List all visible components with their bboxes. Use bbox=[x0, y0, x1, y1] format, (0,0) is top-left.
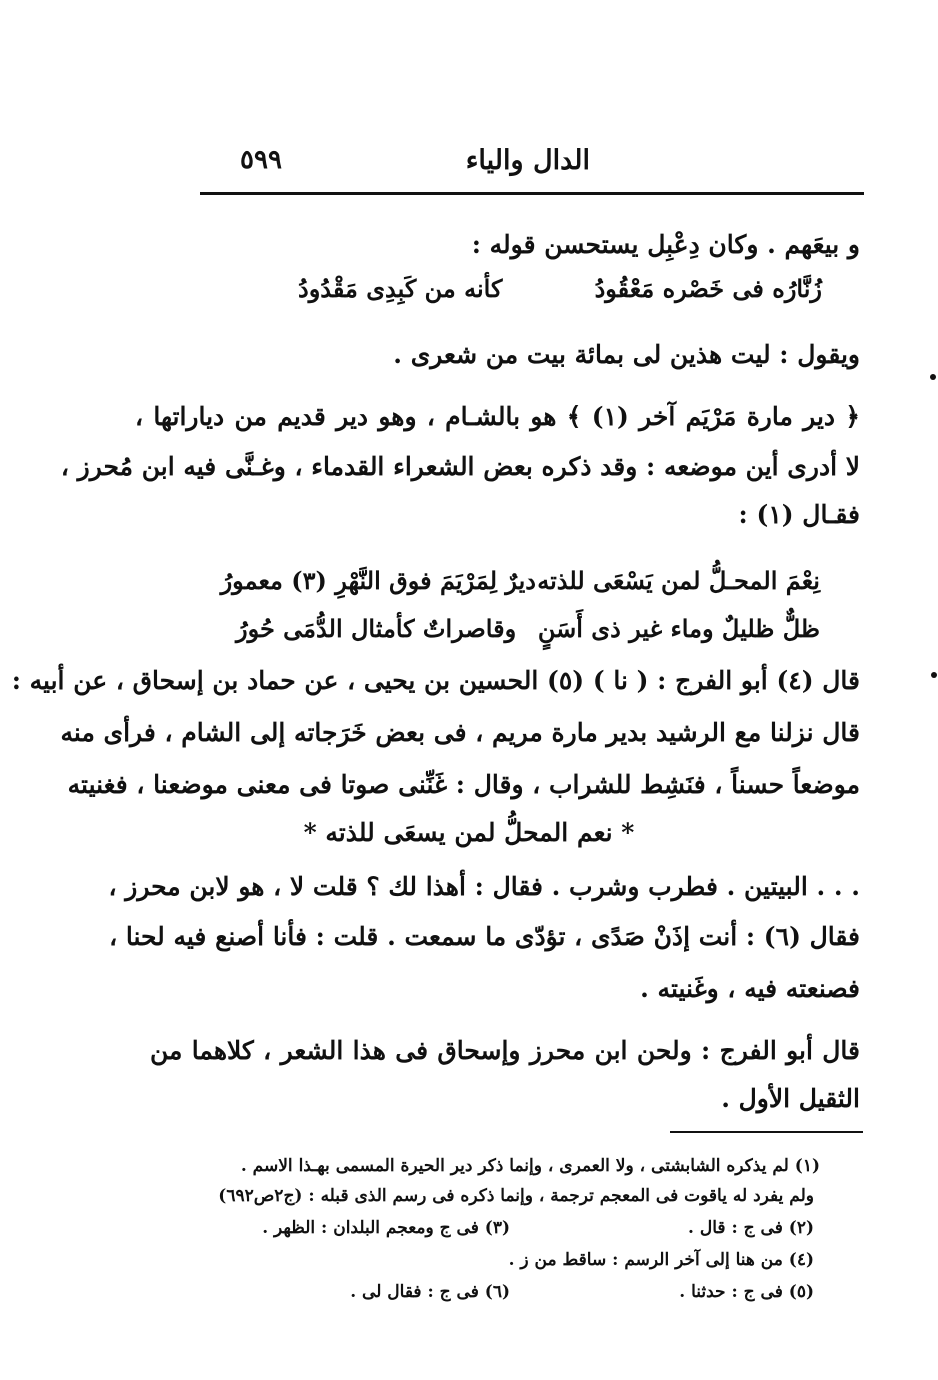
footnote-2: (٢) فى ج : قال . bbox=[688, 1218, 814, 1238]
body-line-4: لا أدرى أين موضعه : وقد ذكره بعض الشعراء القدماء ، وغـنَّى فيه ابن مُحرز ، bbox=[60, 452, 860, 481]
page-number: ٥٩٩ bbox=[240, 145, 282, 175]
body-line-13: قال أبو الفرج : ولحن ابن محرز وإسحاق فى هذا الشعر ، كلاهما من bbox=[150, 1036, 860, 1065]
verse-2-line-2-right: ظلٌّ ظليلٌ وماء غير ذى أَسَنٍ bbox=[537, 614, 820, 643]
footnote-6: (٦) فى ج : فقال لى . bbox=[350, 1282, 510, 1302]
scan-speck bbox=[931, 672, 937, 678]
body-line-6: قال (٤) أبو الفرج : ( نا ) (٥) الحسين بن يحيى ، عن حماد بن إسحاق ، عن أبيه : bbox=[11, 666, 860, 695]
verse-1-right-hemistich: زُنَّارُه فى خَصْره مَعْقُودُ bbox=[594, 274, 822, 303]
footnote-4: (٤) من هنا إلى آخر الرسم : ساقط من ز . bbox=[508, 1250, 814, 1270]
verse-2-line-2-left: وقاصراتٌ كأمثال الدُّمَى حُورُ bbox=[236, 614, 517, 643]
footnote-3: (٣) فى ج ومعجم البلدان : الظهر . bbox=[262, 1218, 510, 1238]
body-line-10: . . . البيتين . فطرب وشرب . فقال : أهذا لك ؟ قلت لا ، هو لابن محرز ، bbox=[108, 872, 860, 901]
verse-1-left-hemistich: كأنه من كَبِدِى مَقْدُودُ bbox=[298, 274, 503, 303]
body-line-7: قال نزلنا مع الرشيد بدير مارة مريم ، فى بعض خَرَجاته إلى الشام ، فرأى منه bbox=[60, 718, 860, 747]
verse-2-line-1-right: نِعْمَ المحـلُّ لمن يَسْعَى للذته bbox=[537, 566, 820, 595]
verse-2-line-1-left: ديرٌ لِمَرْيَمَ فوق النَّهْرِ (٣) معمورُ bbox=[220, 566, 536, 595]
footnote-1-line-1: (١) لم يذكره الشابشتى ، ولا العمرى ، وإنما ذكر دير الحيرة المسمى بهـذا الاسم . bbox=[240, 1156, 820, 1176]
body-line-5: فقـال (١) : bbox=[738, 500, 860, 529]
body-line-14: الثقيل الأول . bbox=[721, 1084, 860, 1113]
body-line-1: و بيعَهم . وكان دِعْبِل يستحسن قوله : bbox=[471, 230, 860, 259]
body-line-9: * نعم المحلُّ لمن يسعَى للذته * bbox=[303, 818, 635, 847]
header-rule bbox=[200, 192, 864, 195]
footnote-rule bbox=[670, 1131, 863, 1133]
body-line-11: فقال (٦) : أنت إذَنْ صَدًى ، تؤدّى ما سمعت . قلت : فأنا أصنع فيه لحنا ، bbox=[109, 922, 860, 951]
body-line-8: موضعاً حسناً ، فنَشِط للشراب ، وقال : غَنِّنى صوتا فى معنى موضعنا ، فغنيته bbox=[67, 770, 860, 799]
body-line-12: فصنعته فيه ، وغَنيته . bbox=[640, 974, 860, 1003]
scan-speck bbox=[930, 374, 936, 380]
running-header-title: الدال والياء bbox=[465, 145, 590, 176]
body-line-3: ﴿ دير مارة مَرْيَم آخر (١) ﴾ هو بالشـام ، وهو دير قديم من دياراتها ، bbox=[135, 402, 860, 431]
body-line-2: ويقول : ليت هذين لى بمائة بيت من شعرى . bbox=[393, 340, 860, 369]
footnote-5: (٥) فى ج : حدثنا . bbox=[679, 1282, 814, 1302]
footnote-1-line-2: ولم يفرد له ياقوت فى المعجم ترجمة ، وإنما ذكره فى رسم الذى قبله : (ج٢ص٦٩٢) bbox=[218, 1186, 814, 1206]
